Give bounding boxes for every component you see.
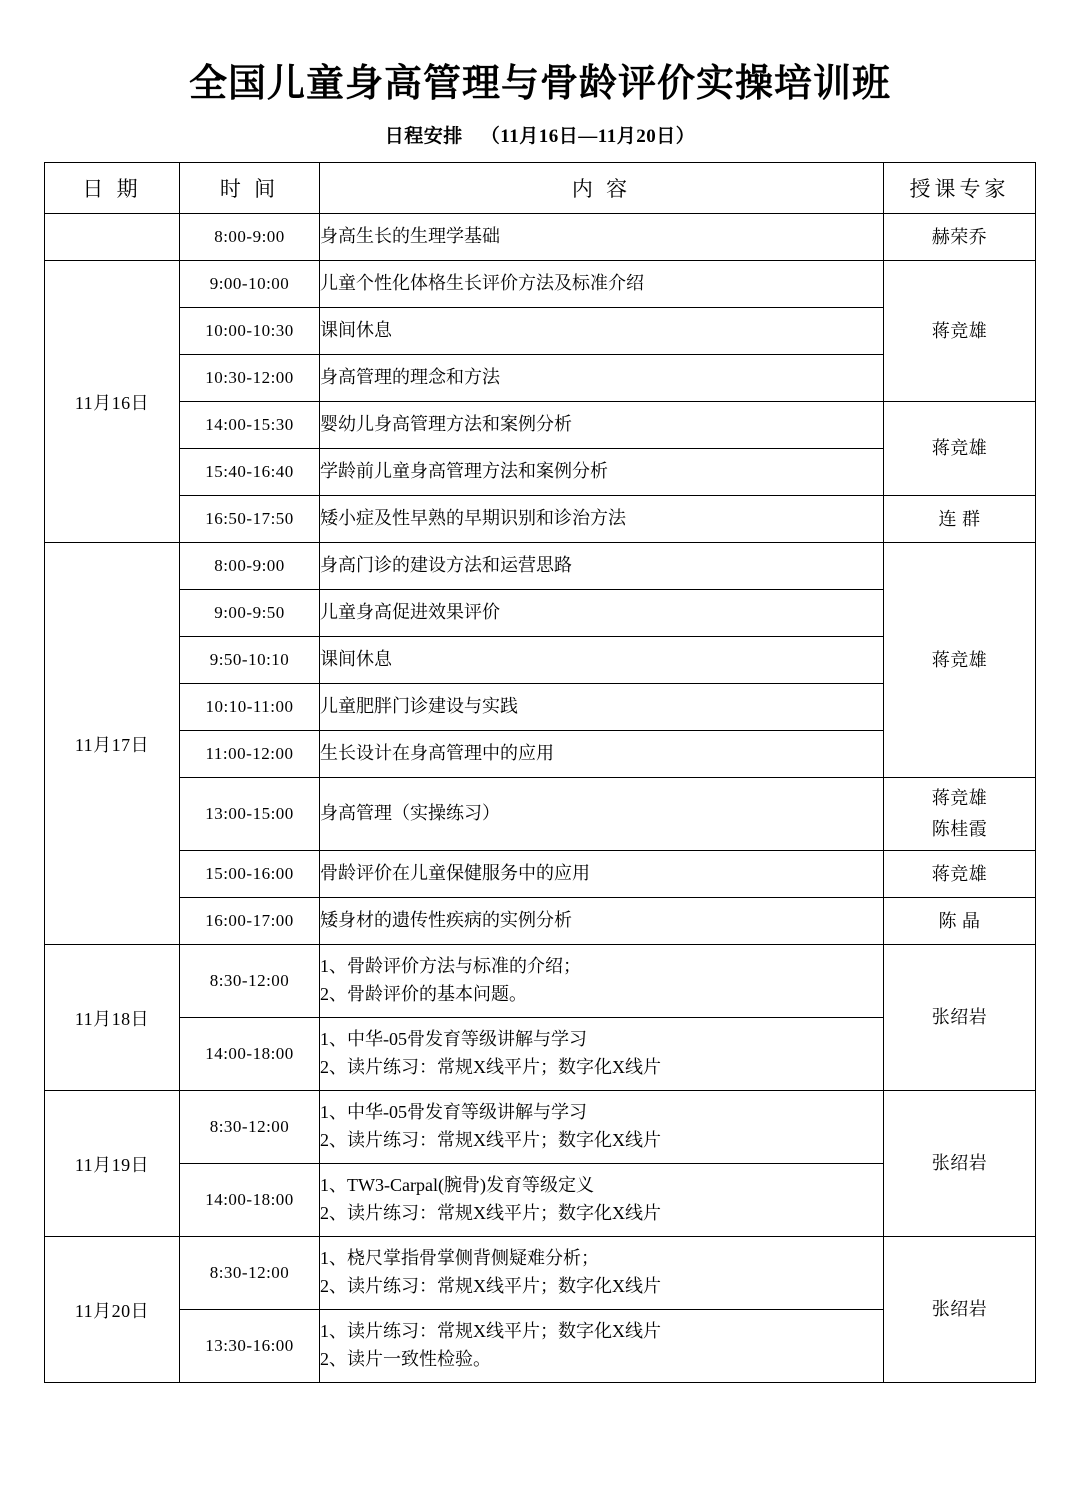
expert-line: 蒋竞雄 <box>931 863 988 884</box>
cell-content <box>320 637 884 684</box>
cell-date: 11月17日 <box>45 543 180 945</box>
cell-date: 11月20日 <box>45 1237 180 1383</box>
cell-expert <box>884 214 1036 261</box>
cell-expert <box>884 945 1036 1091</box>
cell-expert <box>884 1237 1036 1383</box>
table-row <box>45 945 1036 1018</box>
table-row <box>45 898 1036 945</box>
subtitle-label: 日程安排 <box>384 126 463 147</box>
cell-time: 10:00-10:30 <box>180 308 320 355</box>
header-expert: 授课专家 <box>884 163 1036 214</box>
expert-line: 陈桂霞 <box>931 819 988 839</box>
cell-time: 8:00-9:00 <box>180 543 320 590</box>
cell-content <box>320 543 884 590</box>
table-row <box>45 543 1036 590</box>
expert-line: 蒋竞雄 <box>931 320 988 341</box>
content-line: 儿童肥胖门诊建设与实践 <box>320 696 518 717</box>
content-line: 身高管理（实操练习） <box>320 803 500 824</box>
cell-content <box>320 778 884 851</box>
page-title: 全国儿童身高管理与骨龄评价实操培训班 <box>188 63 891 105</box>
table-row <box>45 402 1036 449</box>
cell-expert <box>884 778 1036 851</box>
content-line: 婴幼儿身高管理方法和案例分析 <box>320 414 572 435</box>
schedule-table <box>44 162 1036 1383</box>
cell-content <box>320 496 884 543</box>
cell-content <box>320 1310 884 1383</box>
cell-content <box>320 1237 884 1310</box>
content-line: 课间休息 <box>320 649 392 670</box>
cell-time: 16:00-17:00 <box>180 898 320 945</box>
cell-time: 11:00-12:00 <box>180 731 320 778</box>
cell-content <box>320 1091 884 1164</box>
cell-time: 8:30-12:00 <box>180 1237 320 1310</box>
expert-line: 赫荣乔 <box>931 226 988 247</box>
content-line: 2、读片练习：常规X线平片；数字化X线片 <box>320 1130 661 1150</box>
cell-time: 10:10-11:00 <box>180 684 320 731</box>
subtitle-date-range: （11月16日—11月20日） <box>480 126 696 147</box>
cell-expert <box>884 496 1036 543</box>
expert-line: 张绍岩 <box>931 1007 988 1028</box>
cell-time: 8:00-9:00 <box>180 214 320 261</box>
cell-content <box>320 684 884 731</box>
header-content: 内 容 <box>320 163 884 214</box>
cell-time: 15:40-16:40 <box>180 449 320 496</box>
cell-date: 11月18日 <box>45 945 180 1091</box>
expert-line: 张绍岩 <box>931 1299 988 1320</box>
content-line: 身高门诊的建设方法和运营思路 <box>320 555 572 576</box>
cell-time: 9:00-9:50 <box>180 590 320 637</box>
content-line: 2、读片练习：常规X线平片；数字化X线片 <box>320 1276 661 1296</box>
cell-content <box>320 308 884 355</box>
content-line: 1、中华-05骨发育等级讲解与学习 <box>320 1102 587 1123</box>
content-line: 矮小症及性早熟的早期识别和诊治方法 <box>320 508 626 529</box>
expert-line: 陈 晶 <box>938 910 981 931</box>
cell-content <box>320 898 884 945</box>
cell-expert <box>884 1091 1036 1237</box>
cell-time: 8:30-12:00 <box>180 945 320 1018</box>
table-row <box>45 1237 1036 1310</box>
cell-content <box>320 731 884 778</box>
content-line: 身高管理的理念和方法 <box>320 367 500 388</box>
content-line: 矮身材的遗传性疾病的实例分析 <box>320 910 572 931</box>
cell-time: 10:30-12:00 <box>180 355 320 402</box>
table-row <box>45 778 1036 851</box>
cell-date: 11月16日 <box>45 261 180 543</box>
page-subtitle <box>44 121 1036 148</box>
cell-time: 14:00-18:00 <box>180 1018 320 1091</box>
cell-expert <box>884 898 1036 945</box>
cell-time: 8:30-12:00 <box>180 1091 320 1164</box>
expert-line: 蒋竞雄 <box>931 649 988 670</box>
cell-time: 13:30-16:00 <box>180 1310 320 1383</box>
cell-content <box>320 590 884 637</box>
cell-content <box>320 355 884 402</box>
cell-content <box>320 945 884 1018</box>
content-line: 1、读片练习：常规X线平片；数字化X线片 <box>320 1321 661 1342</box>
expert-line: 张绍岩 <box>931 1153 988 1174</box>
content-line: 1、桡尺掌指骨掌侧背侧疑难分析； <box>320 1248 599 1269</box>
table-row <box>45 261 1036 308</box>
cell-expert <box>884 261 1036 402</box>
cell-content <box>320 214 884 261</box>
cell-content <box>320 402 884 449</box>
content-line: 生长设计在身高管理中的应用 <box>320 743 554 764</box>
content-line: 2、读片练习：常规X线平片；数字化X线片 <box>320 1057 661 1077</box>
cell-time: 14:00-15:30 <box>180 402 320 449</box>
table-row <box>45 1091 1036 1164</box>
table-row <box>45 851 1036 898</box>
expert-line: 蒋竞雄 <box>931 788 988 809</box>
cell-date <box>45 214 180 261</box>
cell-date: 11月19日 <box>45 1091 180 1237</box>
content-line: 学龄前儿童身高管理方法和案例分析 <box>320 461 608 482</box>
content-line: 1、TW3-Carpal(腕骨)发育等级定义 <box>320 1175 594 1196</box>
table-header-row <box>45 163 1036 214</box>
cell-time: 14:00-18:00 <box>180 1164 320 1237</box>
content-line: 1、骨龄评价方法与标准的介绍； <box>320 956 581 977</box>
content-line: 骨龄评价在儿童保健服务中的应用 <box>320 863 590 884</box>
header-date: 日 期 <box>45 163 180 214</box>
table-row <box>45 496 1036 543</box>
cell-expert <box>884 402 1036 496</box>
cell-time: 13:00-15:00 <box>180 778 320 851</box>
cell-expert <box>884 543 1036 778</box>
content-line: 2、骨龄评价的基本问题。 <box>320 984 527 1004</box>
content-line: 身高生长的生理学基础 <box>320 226 500 247</box>
cell-content <box>320 449 884 496</box>
table-row <box>45 214 1036 261</box>
cell-content <box>320 851 884 898</box>
content-line: 2、读片练习：常规X线平片；数字化X线片 <box>320 1203 661 1223</box>
content-line: 儿童个性化体格生长评价方法及标准介绍 <box>320 273 644 294</box>
cell-expert <box>884 851 1036 898</box>
expert-line: 蒋竞雄 <box>931 438 988 459</box>
content-line: 课间休息 <box>320 320 392 341</box>
expert-line: 连 群 <box>938 508 981 529</box>
cell-time: 9:00-10:00 <box>180 261 320 308</box>
cell-time: 15:00-16:00 <box>180 851 320 898</box>
cell-time: 9:50-10:10 <box>180 637 320 684</box>
cell-time: 16:50-17:50 <box>180 496 320 543</box>
header-time: 时 间 <box>180 163 320 214</box>
cell-content <box>320 261 884 308</box>
content-line: 1、中华-05骨发育等级讲解与学习 <box>320 1029 587 1050</box>
content-line: 2、读片一致性检验。 <box>320 1349 491 1369</box>
cell-content <box>320 1164 884 1237</box>
cell-content <box>320 1018 884 1091</box>
content-line: 儿童身高促进效果评价 <box>320 602 500 623</box>
